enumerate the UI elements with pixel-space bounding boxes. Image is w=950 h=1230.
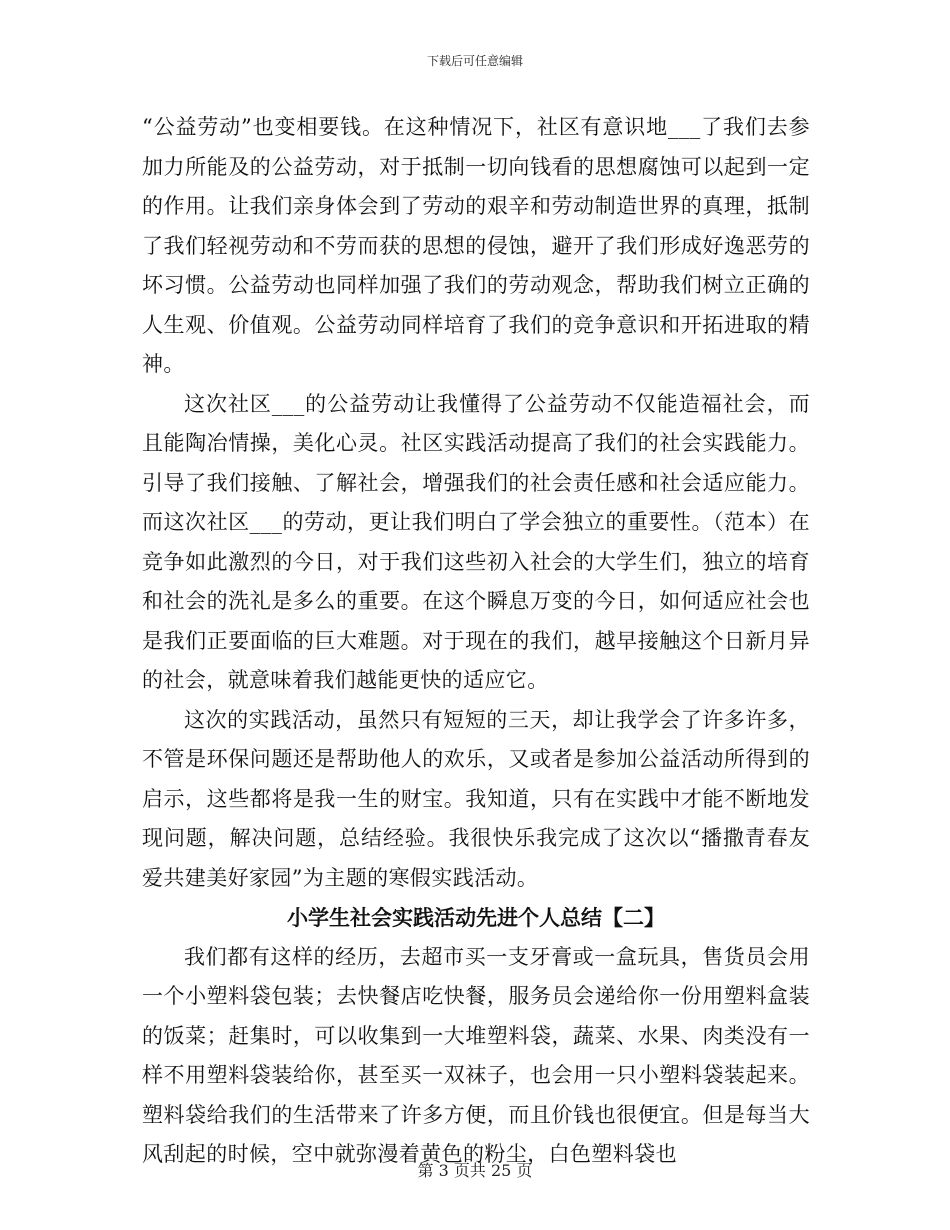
page-header: 下载后可任意编辑 bbox=[426, 54, 523, 68]
paragraph-3: 这次的实践活动，虽然只有短短的三天，却让我学会了许多许多，不管是环保问题还是帮助他人的欢乐，又或者是参加公益活动所得到的启示，这些都将是我一生的财宝。我知道，只有在实践中才能不断地发现问题，解决问题，总结经验。我很快乐我完成了这次以“播撒青春友爱共建美好家园”为主题的寒假实践活动。 bbox=[142, 707, 810, 890]
document-body bbox=[142, 108, 810, 1175]
paragraph-1: “公益劳动”也变相要钱。在这种情况下，社区有意识地___了我们去参加力所能及的公益劳动，对于抵制一切向钱看的思想腐蚀可以起到一定的作用。让我们亲身体会到了劳动的艰辛和劳动制造世界的真理，抵制了我们轻视劳动和不劳而获的思想的侵蚀，避开了我们形成好逸恶劳的坏习惯。公益劳动也同样加强了我们的劳动观念，帮助我们树立正确的人生观、价值观。公益劳动同样培育了我们的竞争意识和开拓进取的精神。 bbox=[142, 115, 810, 376]
paragraph-4: 我们都有这样的经历，去超市买一支牙膏或一盒玩具，售货员会用一个小塑料袋包装；去快餐店吃快餐，服务员会递给你一份用塑料盒装的饭菜；赶集时，可以收集到一大堆塑料袋，蔬菜、水果、肉类没有一样不用塑料袋装给你，甚至买一双袜子，也会用一只小塑料袋装起来。塑料袋给我们的生活带来了许多方便，而且价钱也很便宜。但是每当大风刮起的时候，空中就弥漫着黄色的粉尘，白色塑料袋也 bbox=[142, 944, 810, 1166]
section-heading: 小学生社会实践活动先进个人总结【二】 bbox=[287, 905, 665, 930]
page-footer: 第 3 页共 25 页 bbox=[417, 1161, 533, 1180]
paragraph-2: 这次社区___的公益劳动让我懂得了公益劳动不仅能造福社会，而且能陶冶情操，美化心灵。社区实践活动提高了我们的社会实践能力。引导了我们接触、了解社会，增强我们的社会责任感和社会适应能力。而这次社区___的劳动，更让我们明白了学会独立的重要性。（范本）在竞争如此激烈的今日，对于我们这些初入社会的大学生们，独立的培育和社会的洗礼是多么的重要。在这个瞬息万变的今日，如何适应社会也是我们正要面临的巨大难题。对于现在的我们，越早接触这个日新月异的社会，就意味着我们越能更快的适应它。 bbox=[142, 391, 810, 692]
